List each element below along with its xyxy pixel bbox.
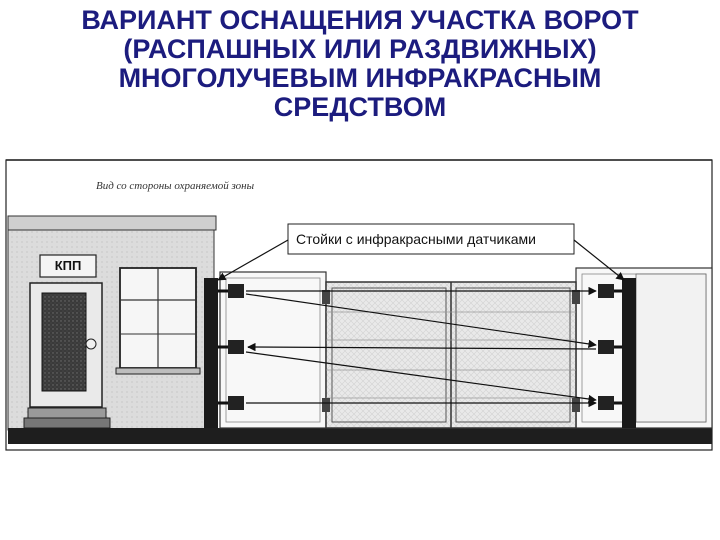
title-line-3: МНОГОЛУЧЕВЫМ ИНФРАКРАСНЫМ (118, 63, 602, 93)
ir-sensor-right-middle (598, 340, 614, 354)
checkpoint-building (8, 216, 216, 430)
ir-sensor-left-middle (228, 340, 244, 354)
door-handle (86, 339, 96, 349)
right-fence-panel (576, 268, 712, 428)
posts-caption: Стойки с инфракрасными датчиками (296, 231, 537, 247)
title-line-4: СРЕДСТВОМ (273, 92, 447, 122)
title-line-1: ВАРИАНТ ОСНАЩЕНИЯ УЧАСТКА ВОРОТ (81, 5, 639, 35)
title-line-2: (РАСПАШНЫХ ИЛИ РАЗДВИЖНЫХ) (123, 34, 597, 64)
ir-sensor-left-top (228, 284, 244, 298)
ground-strip (8, 428, 712, 444)
ir-sensor-left-bottom (228, 396, 244, 410)
gate-leaves (322, 282, 580, 428)
ir-sensor-right-bottom (598, 396, 614, 410)
kpp-window (116, 268, 200, 374)
ir-sensor-right-top (598, 284, 614, 298)
view-caption: Вид со стороны охраняемой зоны (96, 180, 255, 192)
kpp-label: КПП (54, 258, 82, 273)
